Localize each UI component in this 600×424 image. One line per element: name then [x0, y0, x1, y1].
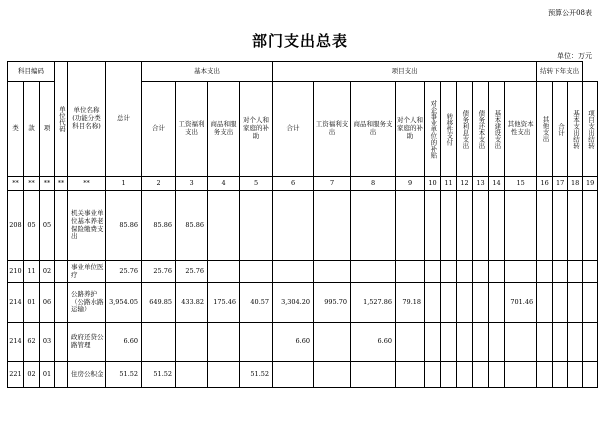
- project-transfer-header: 转移性支付: [441, 82, 457, 177]
- table-cell: 221: [8, 362, 24, 388]
- table-cell: [273, 191, 314, 261]
- table-cell: [568, 362, 583, 388]
- table-cell: 85.86: [142, 191, 176, 261]
- table-cell: [489, 283, 505, 323]
- table-cell: [473, 191, 489, 261]
- table-cell: 51.52: [142, 362, 176, 388]
- project-capital-header: 基本建设支出: [489, 82, 505, 177]
- table-cell: 649.85: [142, 283, 176, 323]
- project-other-capital-header: 其他资本性支出: [505, 82, 537, 177]
- code-cell: 12: [457, 177, 473, 191]
- code-cell: 17: [553, 177, 568, 191]
- table-cell: [537, 362, 553, 388]
- code-row: [8, 177, 598, 191]
- code-cell: 7: [314, 177, 351, 191]
- table-cell: 62: [24, 323, 40, 362]
- table-cell: [537, 323, 553, 362]
- table-row: [8, 283, 598, 323]
- code-cell: **: [55, 177, 68, 191]
- page-title: 部门支出总表: [251, 32, 348, 50]
- table-cell: 06: [40, 283, 55, 323]
- table-cell: [505, 261, 537, 283]
- table-cell: [537, 261, 553, 283]
- table-cell: [314, 261, 351, 283]
- table-cell: [55, 283, 68, 323]
- table-cell: [553, 362, 568, 388]
- table-cell: 6.60: [351, 323, 396, 362]
- table-cell: [441, 261, 457, 283]
- table-cell: [55, 261, 68, 283]
- table-cell: [273, 261, 314, 283]
- table-cell: 79.18: [396, 283, 425, 323]
- table-cell: [240, 323, 273, 362]
- table-cell: [314, 323, 351, 362]
- table-cell: 05: [40, 191, 55, 261]
- basic-expenditure-header: 基本支出: [142, 62, 273, 82]
- code-cell: 8: [351, 177, 396, 191]
- lei-header: 类: [8, 82, 24, 177]
- code-cell: 4: [208, 177, 240, 191]
- table-cell: [505, 362, 537, 388]
- code-cell: **: [40, 177, 55, 191]
- table-cell: 85.86: [106, 191, 142, 261]
- code-cell: **: [24, 177, 40, 191]
- code-cell: 18: [568, 177, 583, 191]
- table-cell: 175.46: [208, 283, 240, 323]
- table-cell: [273, 362, 314, 388]
- table-cell: [537, 283, 553, 323]
- code-cell: 15: [505, 177, 537, 191]
- table-cell: [55, 323, 68, 362]
- table-cell: [489, 323, 505, 362]
- project-expenditure-header: 项目支出: [273, 62, 537, 82]
- expenditure-table: [7, 61, 598, 388]
- code-cell: 13: [473, 177, 489, 191]
- table-cell: [176, 362, 208, 388]
- table-cell: 3,304.20: [273, 283, 314, 323]
- table-row: [8, 261, 598, 283]
- table-cell: [489, 191, 505, 261]
- kuan-header: 款: [24, 82, 40, 177]
- table-cell: [457, 283, 473, 323]
- table-row: [8, 323, 598, 362]
- table-cell: [441, 283, 457, 323]
- code-cell: 1: [106, 177, 142, 191]
- table-cell: [537, 191, 553, 261]
- table-cell: [505, 323, 537, 362]
- table-row: [8, 362, 598, 388]
- table-cell: 03: [40, 323, 55, 362]
- unit-name-header: 单位名称(功能分类科目名称): [68, 62, 106, 177]
- table-cell: 公路养护（公路水路运输）: [68, 283, 106, 323]
- project-other-header: 其他支出: [537, 82, 553, 177]
- table-cell: [489, 261, 505, 283]
- table-cell: 995.70: [314, 283, 351, 323]
- table-cell: [553, 283, 568, 323]
- table-cell: 01: [24, 283, 40, 323]
- table-cell: [583, 323, 598, 362]
- code-cell: 10: [425, 177, 441, 191]
- basic-total-header: 合计: [142, 82, 176, 177]
- table-cell: 208: [8, 191, 24, 261]
- table-cell: [240, 261, 273, 283]
- table-cell: [568, 323, 583, 362]
- code-cell: 2: [142, 177, 176, 191]
- code-cell: 16: [537, 177, 553, 191]
- table-cell: [457, 362, 473, 388]
- carryover-total-header: 合计: [553, 82, 568, 177]
- project-personal-header: 对个人和家庭的补助: [396, 82, 425, 177]
- table-cell: [425, 191, 441, 261]
- code-cell: 14: [489, 177, 505, 191]
- unit-label: 单位：万元: [557, 52, 592, 60]
- table-cell: [583, 261, 598, 283]
- code-cell: 19: [583, 177, 598, 191]
- table-cell: [396, 323, 425, 362]
- table-cell: [473, 261, 489, 283]
- project-wage-header: 工资福利支出: [314, 82, 351, 177]
- table-cell: 02: [40, 261, 55, 283]
- table-cell: 11: [24, 261, 40, 283]
- table-cell: [553, 191, 568, 261]
- code-cell: 6: [273, 177, 314, 191]
- carryover-project-header: 项目支出结转: [583, 82, 598, 177]
- table-cell: 02: [24, 362, 40, 388]
- table-cell: 214: [8, 283, 24, 323]
- table-cell: [142, 323, 176, 362]
- table-cell: [441, 191, 457, 261]
- table-cell: 事业单位医疗: [68, 261, 106, 283]
- table-cell: [568, 283, 583, 323]
- table-cell: [314, 362, 351, 388]
- project-subsidy-header: 对企事业单位的补贴: [425, 82, 441, 177]
- subject-code-header: 科目编码: [8, 62, 55, 82]
- project-total-header: 合计: [273, 82, 314, 177]
- project-repay-header: 债务还本支出: [473, 82, 489, 177]
- table-cell: 05: [24, 191, 40, 261]
- table-cell: [473, 323, 489, 362]
- table-cell: [396, 191, 425, 261]
- table-cell: 01: [40, 362, 55, 388]
- table-cell: 1,527.86: [351, 283, 396, 323]
- table-cell: 701.46: [505, 283, 537, 323]
- table-cell: [425, 323, 441, 362]
- code-cell: **: [68, 177, 106, 191]
- carryover-basic-header: 基本支出结转: [568, 82, 583, 177]
- table-cell: [55, 191, 68, 261]
- table-cell: [240, 191, 273, 261]
- table-cell: [457, 191, 473, 261]
- table-cell: [553, 323, 568, 362]
- table-cell: [351, 191, 396, 261]
- table-cell: [396, 362, 425, 388]
- project-interest-header: 债务利息支出: [457, 82, 473, 177]
- code-cell: 11: [441, 177, 457, 191]
- table-cell: [583, 362, 598, 388]
- code-cell: **: [8, 177, 24, 191]
- table-cell: 25.76: [106, 261, 142, 283]
- table-cell: 85.86: [176, 191, 208, 261]
- table-row: [8, 191, 598, 261]
- table-cell: [457, 261, 473, 283]
- table-cell: 3,954.05: [106, 283, 142, 323]
- table-cell: 51.52: [106, 362, 142, 388]
- table-cell: [208, 323, 240, 362]
- code-cell: 5: [240, 177, 273, 191]
- basic-personal-header: 对个人和家庭的补助: [240, 82, 273, 177]
- carryover-header: 结转下年支出: [537, 62, 583, 82]
- total-header: 总计: [106, 62, 142, 177]
- table-cell: 6.60: [106, 323, 142, 362]
- table-cell: 433.82: [176, 283, 208, 323]
- table-cell: [441, 323, 457, 362]
- code-cell: 9: [396, 177, 425, 191]
- table-cell: [473, 283, 489, 323]
- table-cell: [568, 261, 583, 283]
- table-cell: [441, 362, 457, 388]
- table-cell: 40.57: [240, 283, 273, 323]
- table-cell: [396, 261, 425, 283]
- code-cell: 3: [176, 177, 208, 191]
- table-cell: 25.76: [176, 261, 208, 283]
- table-cell: [425, 362, 441, 388]
- table-cell: [55, 362, 68, 388]
- basic-wage-header: 工资福利支出: [176, 82, 208, 177]
- table-cell: [208, 261, 240, 283]
- table-cell: 51.52: [240, 362, 273, 388]
- basic-goods-header: 商品和服务支出: [208, 82, 240, 177]
- unit-code-header: 单位代码: [55, 62, 68, 177]
- table-cell: [314, 191, 351, 261]
- table-cell: 6.60: [273, 323, 314, 362]
- table-cell: 政府还贷公路管理: [68, 323, 106, 362]
- table-cell: 25.76: [142, 261, 176, 283]
- table-cell: 210: [8, 261, 24, 283]
- form-code: 预算公开08表: [548, 9, 592, 17]
- table-cell: [425, 283, 441, 323]
- table-cell: [457, 323, 473, 362]
- table-cell: [505, 191, 537, 261]
- table-cell: [351, 261, 396, 283]
- table-cell: [473, 362, 489, 388]
- table-cell: [489, 362, 505, 388]
- table-cell: [553, 261, 568, 283]
- table-cell: [568, 191, 583, 261]
- table-cell: [176, 323, 208, 362]
- table-cell: [425, 261, 441, 283]
- table-cell: 214: [8, 323, 24, 362]
- table-cell: 机关事业单位基本养老保险缴费支出: [68, 191, 106, 261]
- table-cell: [583, 283, 598, 323]
- table-cell: [583, 191, 598, 261]
- table-cell: [208, 362, 240, 388]
- xiang-header: 项: [40, 82, 55, 177]
- table-cell: 住房公积金: [68, 362, 106, 388]
- project-goods-header: 商品和服务支出: [351, 82, 396, 177]
- table-cell: [351, 362, 396, 388]
- table-cell: [208, 191, 240, 261]
